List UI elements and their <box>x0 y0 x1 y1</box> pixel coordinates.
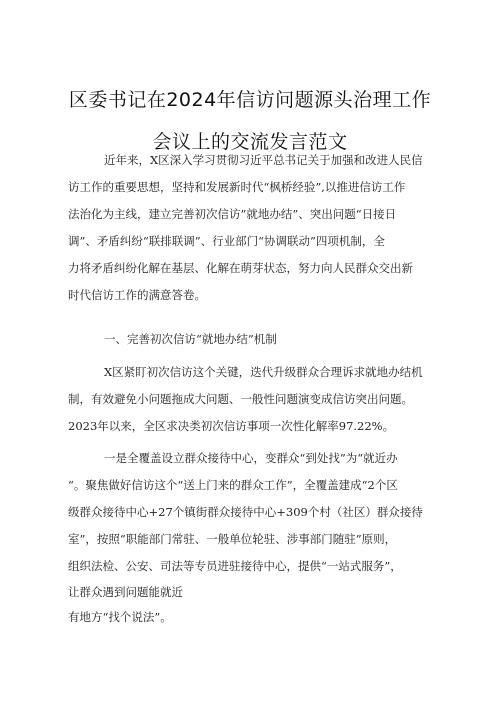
intro-line: 近年来，X区深入学习贯彻习近平总书记关于加强和改进人民信 <box>104 153 423 167</box>
point-1-line: 级群众接待中心+27个镇街群众接待中心+309个村（社区）群众接待 <box>68 505 423 519</box>
document-title-line-1: 区委书记在2024年信访问题源头治理工作 <box>68 89 432 111</box>
point-1-line: “。聚焦做好信访这个“送上门来的群众工作”，全覆盖建成“2个区 <box>68 478 398 492</box>
intro-line: 调”、矛盾纠纷“联排联调”、行业部门“协调联动”四项机制，全 <box>68 234 385 248</box>
section-heading-text: 一、完善初次信访“就地办结”机制 <box>104 332 277 346</box>
section-1-line: X区紧盯初次信访这个关键，迭代升级群众合理诉求就地办结机 <box>104 365 423 379</box>
section-1-line: 制，有效避免小问题拖成大问题、一般性问题演变成信访突出问题。 <box>68 392 413 406</box>
point-1-line: 室”，按照“职能部门常驻、一般单位轮驻、涉事部门随驻”原则， <box>68 532 397 546</box>
intro-line: 法治化为主线，建立完善初次信访”就地办结”、突出问题“日接日 <box>68 207 397 221</box>
point-1-line: 让群众遇到问题能就近 <box>68 585 183 599</box>
section-1-line: 2023年以来，全区求决类初次信访事项一次性化解率97.22%。 <box>68 419 395 433</box>
document-title-line-2: 会议上的交流发言范文 <box>152 131 348 153</box>
point-1-line: 有地方“找个说法”。 <box>68 610 172 624</box>
intro-line: 力将矛盾纠纷化解在基层、化解在萌芽状态，努力向人民群众交出新 <box>68 261 413 275</box>
intro-line: 访工作的重要思想，坚持和发展新时代“枫桥经验”,以推进信访工作 <box>68 180 406 194</box>
point-1-line: 一是全覆盖设立群众接待中心，变群众“到处找”为“就近办 <box>104 451 398 465</box>
point-1-line: 组织法检、公安、司法等专员进驻接待中心，提供“一站式服务”， <box>68 559 402 573</box>
intro-line: 时代信访工作的满意答卷。 <box>68 288 206 302</box>
